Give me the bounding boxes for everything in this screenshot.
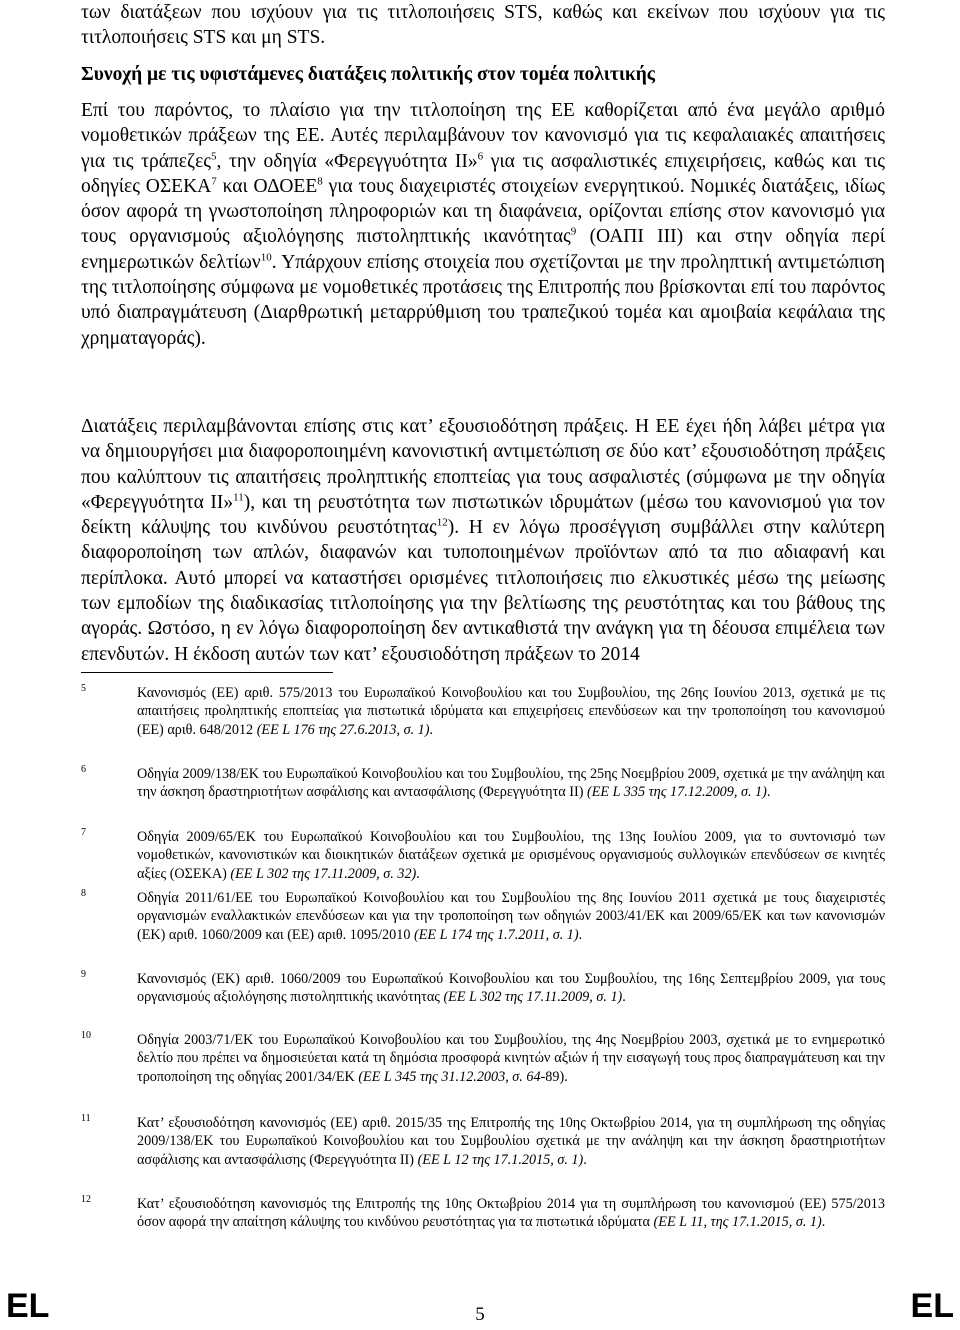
footnote-number: 9 bbox=[81, 969, 86, 980]
section-heading: Συνοχή με τις υφιστάμενες διατάξεις πολιτικής στον τομέα πολιτικής bbox=[81, 64, 656, 85]
footnote-ref: 6 bbox=[477, 150, 484, 163]
footnote-number: 10 bbox=[81, 1030, 91, 1041]
paragraph-consistency: Επί του παρόντος, το πλαίσιο για την τιτλοποίηση της ΕΕ καθορίζεται από ένα μεγάλο αριθμό νομοθετικών πράξεων της ΕΕ. Αυτές περιλαμβάνουν τον κανονισμό για τις κεφαλαιακές απαιτήσεις για τις τράπεζες$^5$, την οδηγία «Φερεγγυότητα ΙΙ»$^6$ για τις ασφαλιστικές επιχειρήσεις, καθώς και τις οδηγίες ΟΣΕΚΑ$^7$ και ΟΔΟΕΕ$^8$ για τους διαχειριστές στοιχείων ενεργητικού. Νομικές διατάξεις, ιδίως όσον αφορά τη γνωστοποίηση πληροφοριών και τη διαφάνεια, ορίζονται επίσης στον κανονισμό για τους οργανισμούς αξιολόγησης πιστοληπτικής ικανότητας$^9$ (ΟΑΠΙ ΙΙΙ) και στην οδηγία περί ενημερωτικών δελτίων$^{10}$. Υπάρχουν επίσης στοιχεία που σχετίζονται με την προληπτική αντιμετώπιση της τιτλοποίησης σύμφωνα με νομοθετικές προτάσεις της Επιτροπής που βρίσκονται επί του παρόντος υπό διαπραγμάτευση (Διαρθρωτική μεταρρύθμιση του τραπεζικού τομέα και αμοιβαία κεφάλαια της χρηματαγοράς). bbox=[81, 100, 885, 349]
footnote-number: 6 bbox=[81, 764, 86, 775]
footnote: 11 Κατ’ εξουσιοδότηση κανονισμός (ΕΕ) αριθ. 2015/35 της Επιτροπής της 10ης Οκτωβρίου 2014, για τη συμπλήρωση της οδηγίας 2009/138/ΕΚ του Ευρωπαϊκού Κοινοβουλίου και του Συμβουλίου σχετικά με την ανάληψη και την άσκηση δραστηριοτήτων ασφάλισης και αντασφάλισης (Φερεγγυότητα ΙΙ) (ΕΕ L 12 της 17.1.2015, σ. 1). bbox=[81, 1114, 885, 1169]
footnote-number: 7 bbox=[81, 827, 86, 838]
footnote-number: 8 bbox=[81, 888, 86, 899]
page-number: 5 bbox=[475, 1304, 485, 1325]
footnote: 12 Κατ’ εξουσιοδότηση κανονισμός της Επιτροπής της 10ης Οκτωβρίου 2014 για τη συμπλήρωση του κανονισμού (ΕΕ) 575/2013 όσον αφορά την απαίτηση κάλυψης του κινδύνου ρευστότητας για τα πιστωτικά ιδρύματα (ΕΕ L 11, της 17.1.2015, σ. 1). bbox=[81, 1195, 885, 1232]
footnote-number: 5 bbox=[81, 683, 86, 694]
footnote-separator bbox=[81, 672, 333, 673]
footnote-ref: 8 bbox=[317, 175, 323, 188]
footnote: 9 Κανονισμός (ΕΚ) αριθ. 1060/2009 του Ευρωπαϊκού Κοινοβουλίου και του Συμβουλίου, της 16ης Σεπτεμβρίου 2009, για τους οργανισμούς αξιολόγησης πιστοληπτικής ικανότητας (ΕΕ L 302 της 17.11.2009, σ. 1). bbox=[81, 970, 885, 1007]
language-code-right: EL bbox=[910, 1287, 954, 1325]
paragraph-delegated-acts: Διατάξεις περιλαμβάνονται επίσης στις κατ’ εξουσιοδότηση πράξεις. Η ΕΕ έχει ήδη λάβει μέτρα για να δημιουργήσει μια διαφοροποιημένη κανονιστική αντιμετώπιση σε δύο κατ’ εξουσιοδότηση πράξεις που καλύπτουν τις απαιτήσεις προληπτικής εποπτείας για τους ασφαλιστές (σύμφωνα με την οδηγία «Φερεγγυότητα ΙΙ»$^{11}$), και τη ρευστότητα των πιστωτικών ιδρυμάτων (μέσω του κανονισμού για τον δείκτη κάλυψης του κινδύνου ρευστότητας$^{12}$). Η εν λόγω προσέγγιση συμβάλλει στην καλύτερη διαφοροποίηση των απλών, διαφανών και τυποποιημένων προϊόντων από τα πιο αδιαφανή και περίπλοκα. Αυτό μπορεί να καταστήσει ορισμένες τιτλοποιήσεις πιο ελκυστικές μέσω της μείωσης των εμποδίων της διαδικασίας τιτλοποίησης για την βελτίωσης της ρευστότητας και του βάθους της αγοράς. Ωστόσο, η εν λόγω διαφοροποίηση δεν αντικαθιστά την ανάγκη για τη δέουσα επιμέλεια των επενδυτών. Η έκδοση αυτών των κατ’ εξουσιοδότηση πράξεων το 2014 bbox=[81, 416, 885, 665]
footnote-ref: 12 bbox=[436, 516, 448, 529]
footnote-ref: 7 bbox=[211, 175, 217, 188]
footnote-ref: 5 bbox=[210, 150, 217, 163]
footnote: 8 Οδηγία 2011/61/ΕΕ του Ευρωπαϊκού Κοινοβουλίου και του Συμβουλίου της 8ης Ιουνίου 2011 σχετικά με τους διαχειριστές οργανισμών εναλλακτικών επενδύσεων και για την τροποποίηση των οδηγιών 2003/41/ΕΚ και 2009/65/ΕΚ και των κανονισμών (ΕΚ) αριθ. 1060/2009 και (ΕΕ) αριθ. 1095/2010 (ΕΕ L 174 της 1.7.2011, σ. 1). bbox=[81, 889, 885, 944]
footnote-number: 11 bbox=[81, 1113, 91, 1124]
footnote: 5 Κανονισμός (ΕΕ) αριθ. 575/2013 του Ευρωπαϊκού Κοινοβουλίου και του Συμβουλίου, της 26ης Ιουνίου 2013, σχετικά με τις απαιτήσεις προληπτικής εποπτείας για πιστωτικά ιδρύματα και επιχειρήσεις επενδύσεων και την τροποποίηση του κανονισμού (ΕΕ) αριθ. 648/2012 (ΕΕ L 176 της 27.6.2013, σ. 1). bbox=[81, 684, 885, 739]
footnote-ref: 9 bbox=[570, 225, 577, 238]
footnote: 6 Οδηγία 2009/138/ΕΚ του Ευρωπαϊκού Κοινοβουλίου και του Συμβουλίου, της 25ης Νοεμβρίου 2009, σχετικά με την ανάληψη και την άσκηση δραστηριοτήτων ασφάλισης και αντασφάλισης (Φερεγγυότητα II) (ΕΕ L 335 της 17.12.2009, σ. 1). bbox=[81, 765, 885, 802]
footnote: 10 Οδηγία 2003/71/ΕΚ του Ευρωπαϊκού Κοινοβουλίου και του Συμβουλίου, της 4ης Νοεμβρίου 2003, σχετικά με το ενημερωτικό δελτίο που πρέπει να δημοσιεύεται κατά τη δημόσια προσφορά κινητών αξιών ή την εισαγωγή τους προς διαπραγμάτευση και την τροποποίηση της οδηγίας 2001/34/ΕΚ (ΕΕ L 345 της 31.12.2003, σ. 64-89). bbox=[81, 1031, 885, 1086]
footnote-ref: 10 bbox=[260, 251, 272, 264]
footnote-ref: 11 bbox=[233, 491, 244, 504]
intro-paragraph: των διατάξεων που ισχύουν για τις τιτλοποιήσεις STS, καθώς και εκείνων που ισχύουν για τις τιτλοποιήσεις STS και μη STS. bbox=[81, 2, 885, 49]
language-code-left: EL bbox=[6, 1287, 50, 1325]
footnote: 7 Οδηγία 2009/65/ΕΚ του Ευρωπαϊκού Κοινοβουλίου και του Συμβουλίου, της 13ης Ιουλίου 2009, για το συντονισμό των νομοθετικών, κανονιστικών και διοικητικών διατάξεων σχετικά με ορισμένους οργανισμούς συλλογικών επενδύσεων σε κινητές αξίες (ΟΣΕΚΑ) (ΕΕ L 302 της 17.11.2009, σ. 32). bbox=[81, 828, 885, 883]
footnote-number: 12 bbox=[81, 1194, 91, 1205]
